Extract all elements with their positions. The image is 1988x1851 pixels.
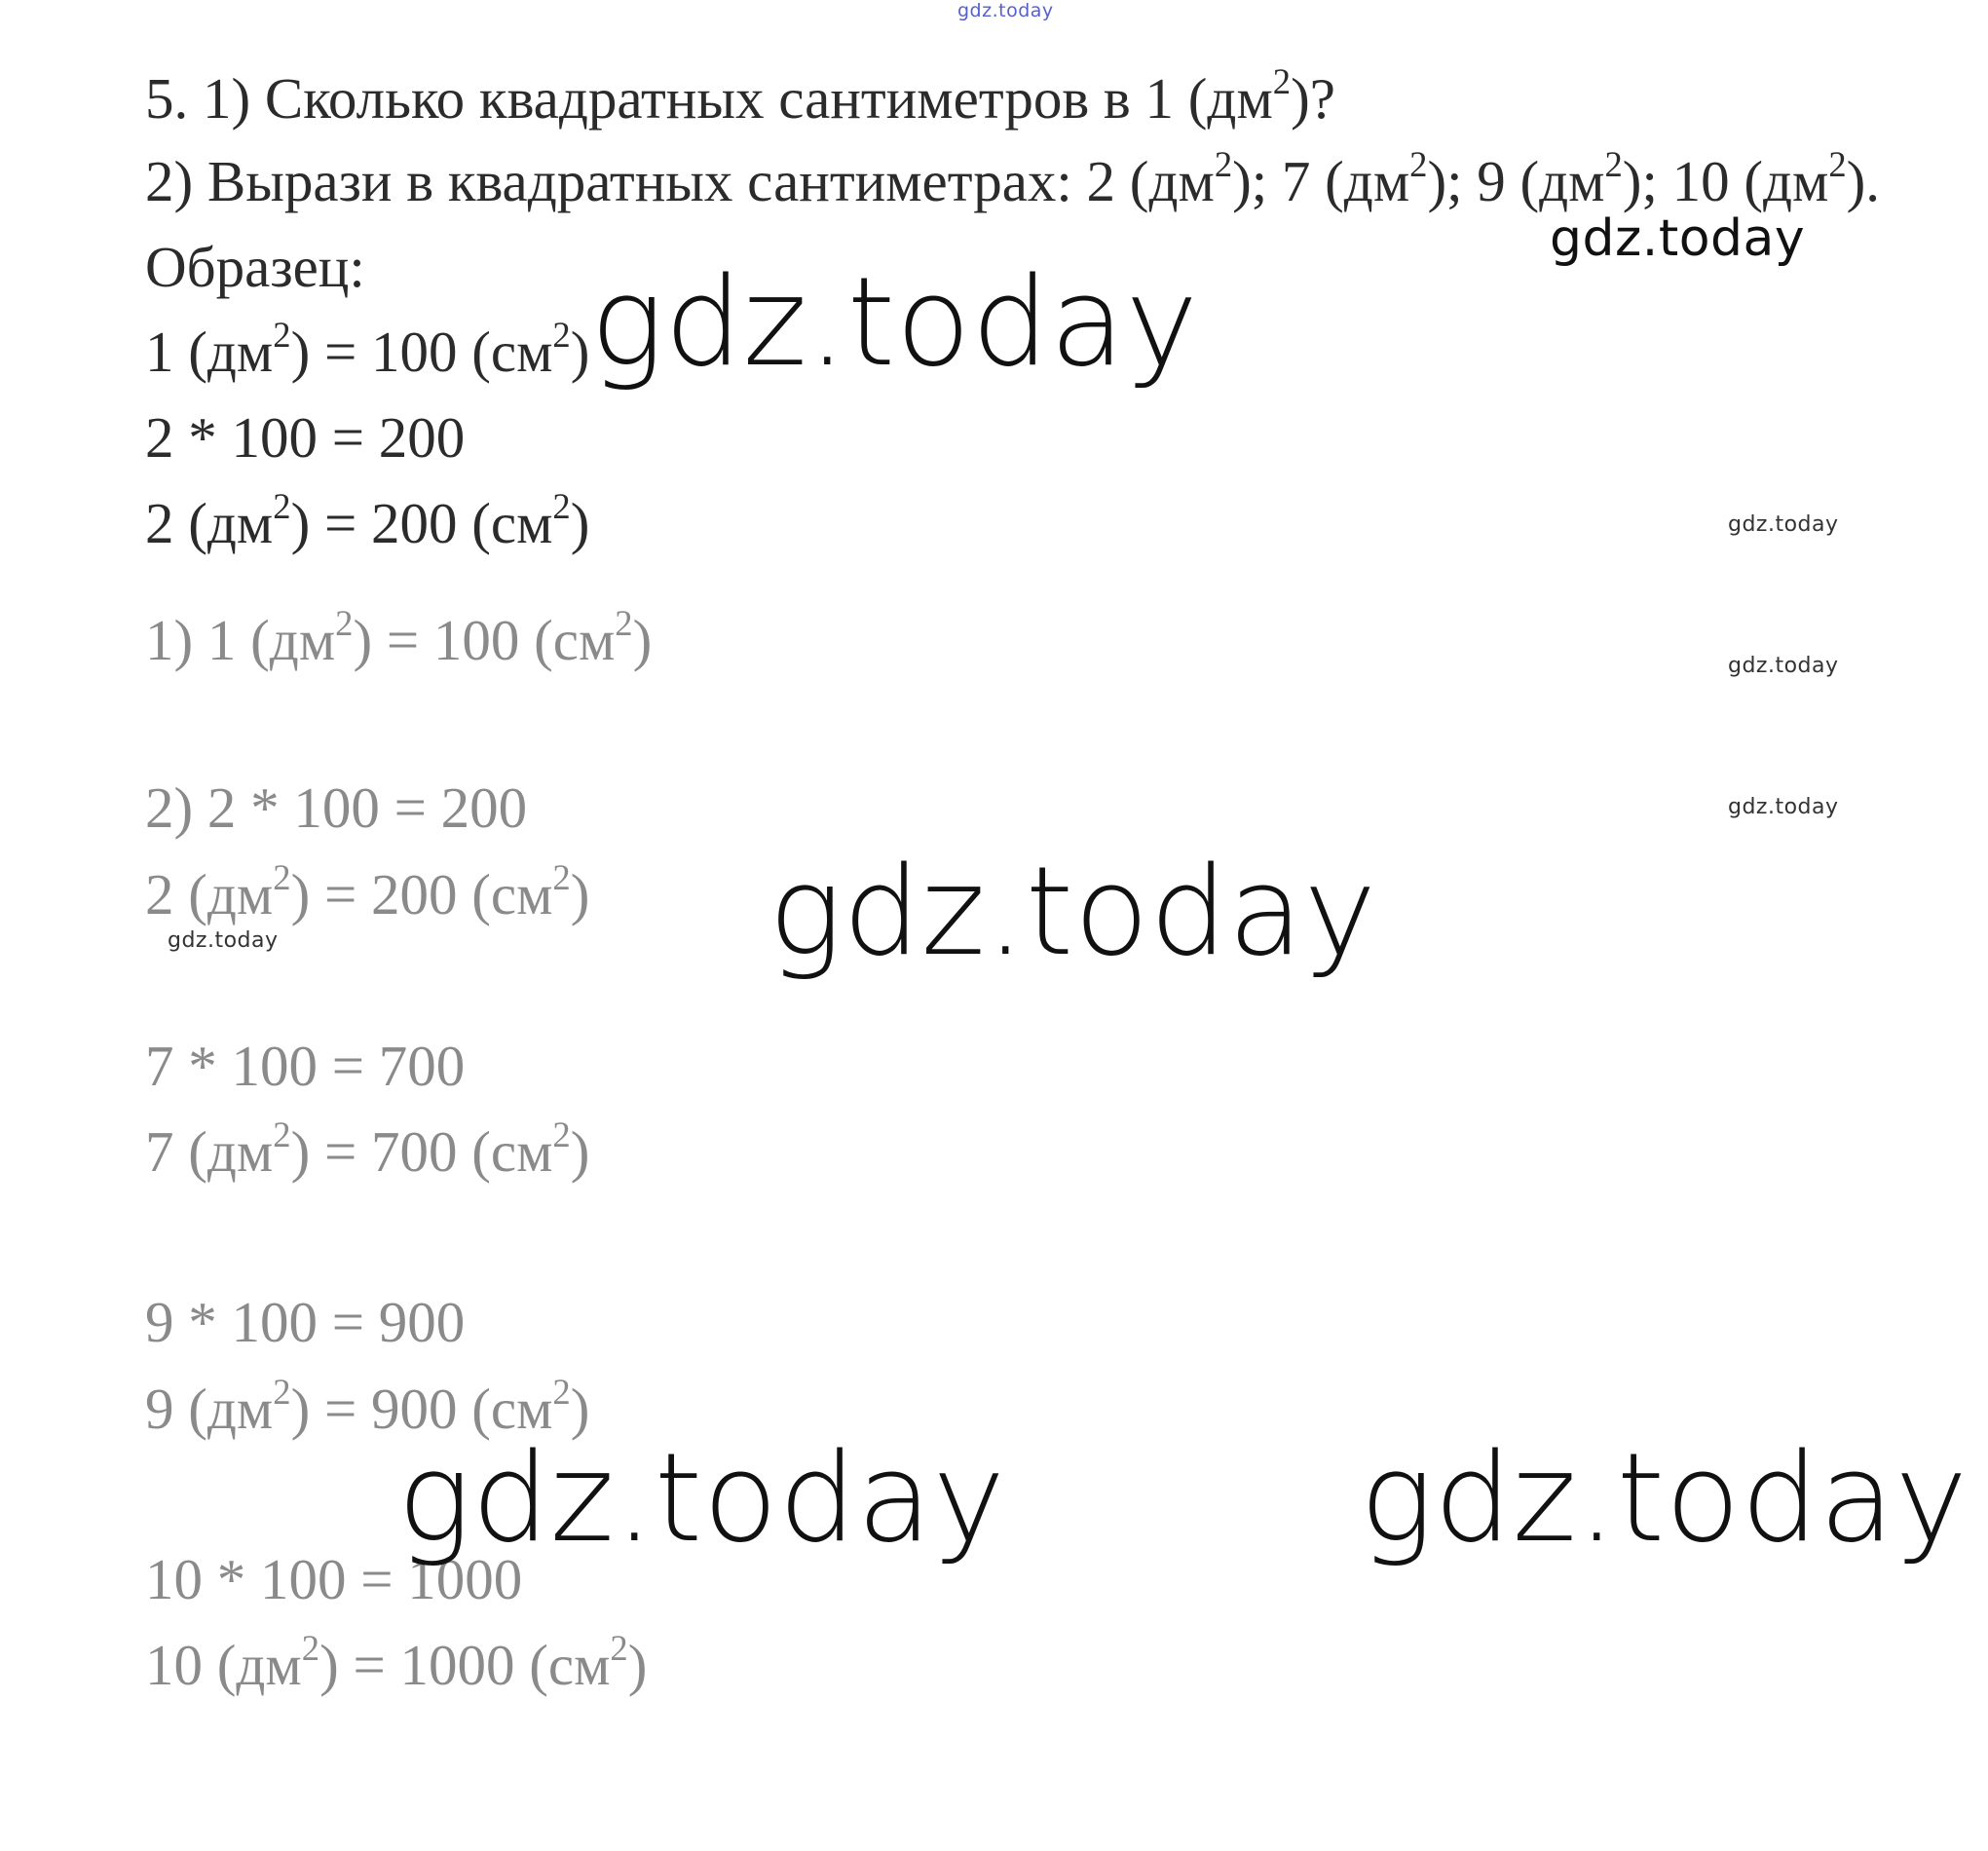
- watermark-small-2: gdz.today: [1728, 654, 1839, 678]
- answer-2-calc: 2) 2 * 100 = 200: [145, 775, 528, 840]
- task-question-2: 2) Вырази в квадратных сантиметрах: 2 $(дм^2)$; 7 $(дм^2)$; 9 $(дм^2)$; 10 $(дм^2)$.: [145, 143, 1881, 213]
- watermark-small-3: gdz.today: [1728, 795, 1839, 819]
- answer-10-result: 10 $(дм^2) = 1000$ $(см^2)$: [145, 1627, 648, 1697]
- sample-label: Образец:: [145, 235, 365, 299]
- answer-1: 1) 1 $(дм^2) = 100$ $(см^2)$: [145, 602, 653, 672]
- answer-9-result: 9 $(дм^2) = 900$ $(см^2)$: [145, 1371, 590, 1441]
- watermark-large-1: gdz.today: [590, 250, 1199, 394]
- watermark-large-4: gdz.today: [1360, 1426, 1969, 1569]
- answer-2-result: 2 $(дм^2) = 200$ $(см^2)$: [145, 856, 590, 926]
- watermark-small-1: gdz.today: [1728, 512, 1839, 537]
- answer-9-calc: 9 * 100 = 900: [145, 1290, 466, 1354]
- watermark-top: gdz.today: [957, 0, 1054, 21]
- sample-line-1: 1 $(дм^2) = 100$ $(см^2)$: [145, 314, 590, 384]
- watermark-large-2: gdz.today: [769, 840, 1377, 983]
- answer-7-result: 7 $(дм^2) = 700$ $(см^2)$: [145, 1114, 590, 1184]
- task-question-1: 5. 1) Сколько квадратных сантиметров в 1 $(дм^2)$?: [145, 60, 1335, 131]
- watermark-large-3: gdz.today: [397, 1426, 1006, 1569]
- watermark-mid-top-right: gdz.today: [1550, 209, 1806, 268]
- answer-10-calc: 10 * 100 = 1000: [145, 1547, 523, 1611]
- sample-line-3: 2 $(дм^2) = 200$ $(см^2)$: [145, 485, 590, 555]
- answer-7-calc: 7 * 100 = 700: [145, 1034, 466, 1098]
- watermark-small-4: gdz.today: [168, 928, 279, 953]
- sample-line-2: 2 * 100 = 200: [145, 405, 466, 470]
